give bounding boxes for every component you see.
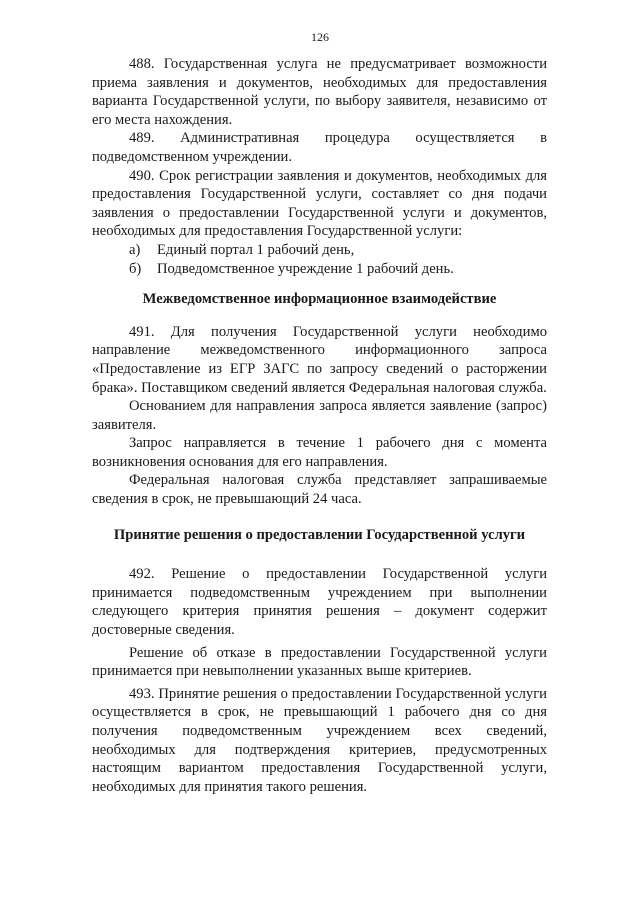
- paragraph-491: 491. Для получения Государственной услуги необходимо направление межведомственного информационного запроса «Предоставление из ЕГР ЗАГС по запросу сведений о расторжении брака». Поставщиком сведений является Федеральная налоговая служба.: [92, 323, 547, 396]
- section-heading-decision: Принятие решения о предоставлении Государственной услуги: [113, 526, 526, 543]
- paragraph-492: 492. Решение о предоставлении Государственной услуги принимается подведомственным учреждением при выполнении следующего критерия принятия решения – документ содержит достоверные сведения.: [92, 566, 547, 639]
- paragraph-response-deadline: Федеральная налоговая служба представляет запрашиваемые сведения в срок, не превышающий 24 часа.: [92, 472, 547, 508]
- page-number: 126: [311, 30, 329, 44]
- paragraph-489: 489. Административная процедура осуществляется в подведомственном учреждении.: [92, 130, 547, 165]
- list-marker: а): [129, 241, 141, 258]
- paragraph-request-basis: Основанием для направления запроса является заявление (запрос) заявителя.: [92, 398, 547, 433]
- list-marker: б): [129, 260, 142, 277]
- paragraph-490: 490. Срок регистрации заявления и документов, необходимых для предоставления Государственной услуги, составляет со дня подачи заявления о предоставлении Государственной услуги и документов, необходимых для предоставления Государственной услуги:: [92, 167, 547, 240]
- list-item-text: Подведомственное учреждение 1 рабочий день.: [157, 260, 454, 277]
- list-item: [92, 241, 547, 260]
- list-item: [92, 260, 547, 279]
- document-body: [92, 55, 547, 796]
- section-heading-interagency: Межведомственное информационное взаимодействие: [142, 291, 497, 308]
- paragraph-refusal: Решение об отказе в предоставлении Государственной услуги принимается при невыполнении указанных выше критериев.: [92, 644, 547, 680]
- list-item-text: Единый портал 1 рабочий день,: [157, 241, 355, 258]
- paragraph-493: 493. Принятие решения о предоставлении Государственной услуги осуществляется в срок, не превышающий 1 рабочего дня со дня получения подведомственным учреждением всех сведений, необходимых для подтверждения критериев, предусмотренных настоящим вариантом предоставления Государственной услуги, необходимых для принятия такого решения.: [92, 685, 547, 795]
- paragraph-request-timing: Запрос направляется в течение 1 рабочего дня с момента возникновения основания для его направления.: [92, 435, 547, 470]
- paragraph-488: 488. Государственная услуга не предусматривает возможности приема заявления и документов, необходимых для предоставления варианта Государственной услуги, по выбору заявителя, независимо от его места нахождения.: [92, 56, 547, 128]
